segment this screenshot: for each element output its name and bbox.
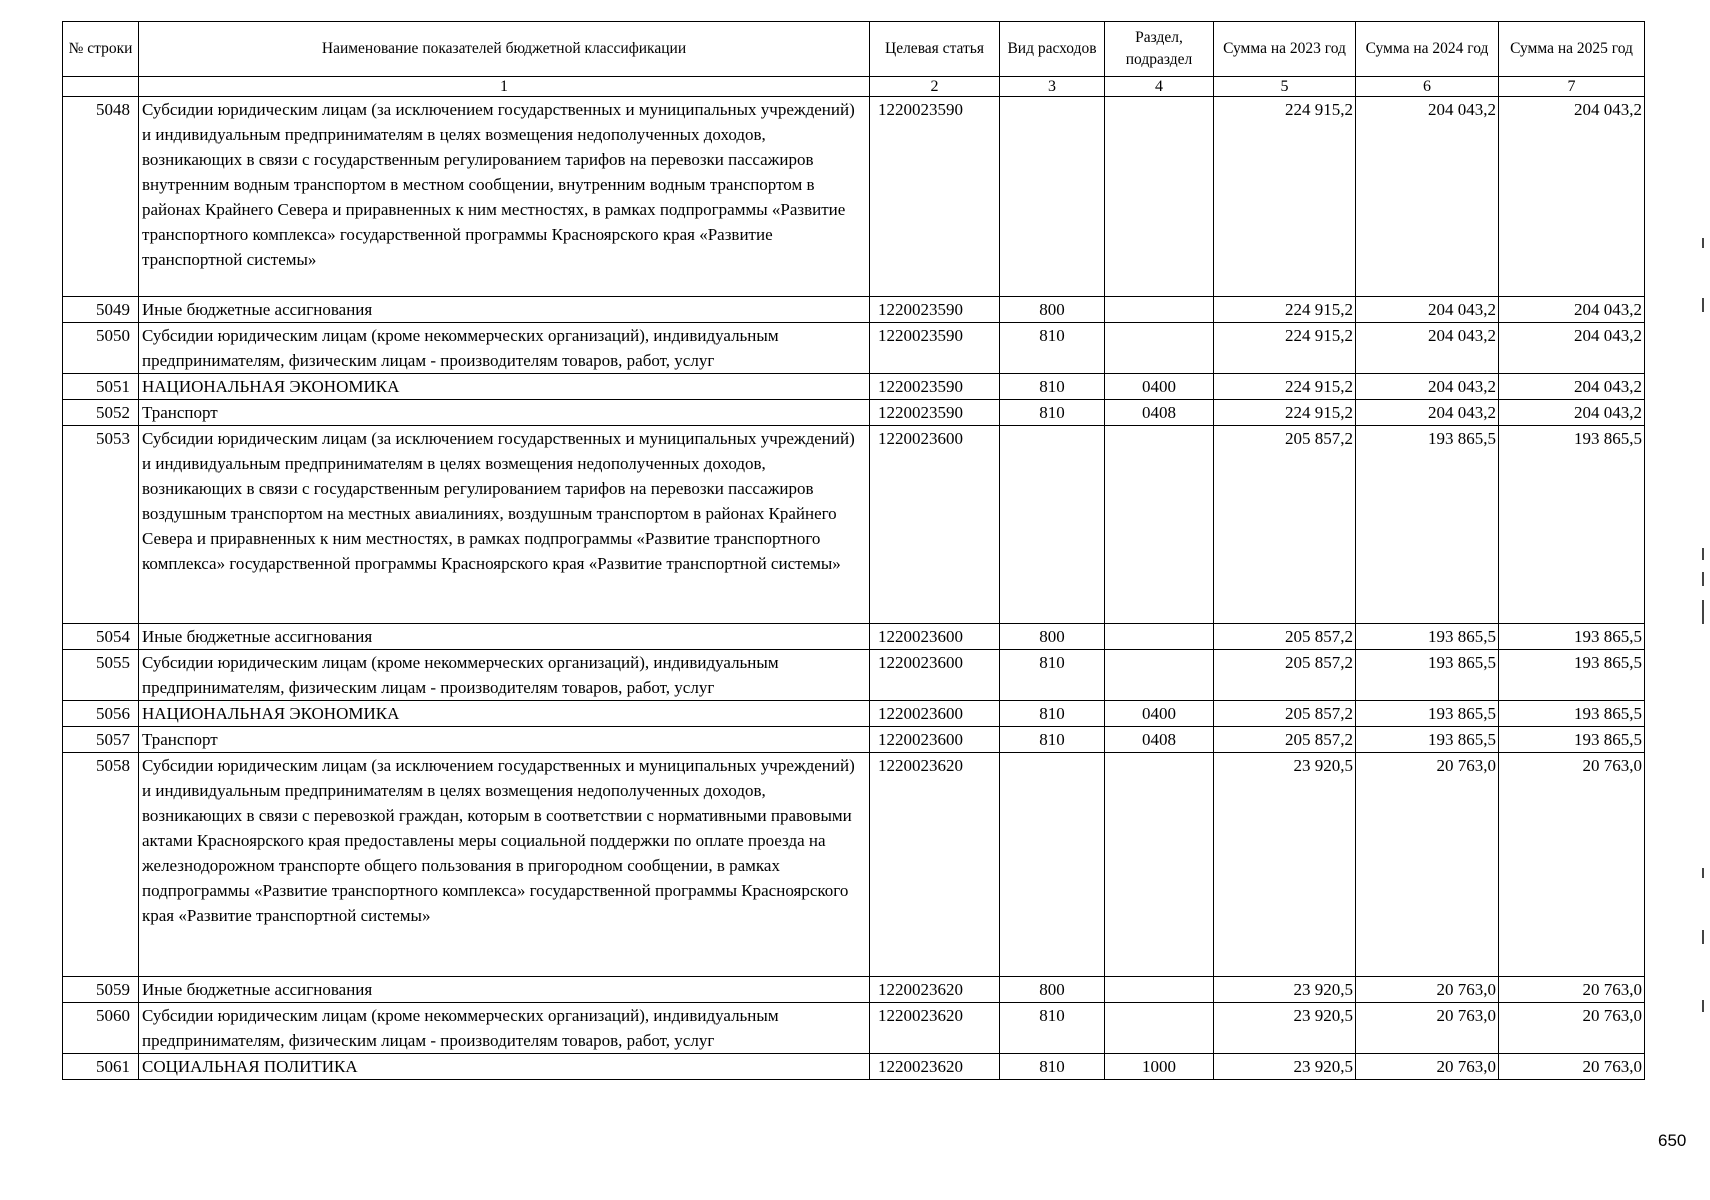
row-kind: 810 — [1000, 727, 1105, 753]
page-number: 650 — [1658, 1131, 1687, 1150]
row-sum-2023: 23 920,5 — [1214, 1003, 1356, 1054]
header-2025: Сумма на 2025 год — [1499, 22, 1645, 77]
table-row — [63, 297, 1645, 323]
row-sum-2023: 23 920,5 — [1214, 753, 1356, 977]
row-sum-2025: 20 763,0 — [1499, 753, 1645, 977]
row-sum-2025: 193 865,5 — [1499, 624, 1645, 650]
row-section — [1105, 650, 1214, 701]
row-name: Транспорт — [139, 400, 870, 426]
row-kind — [1000, 426, 1105, 624]
row-sum-2024: 193 865,5 — [1356, 650, 1499, 701]
row-sum-2023: 224 915,2 — [1214, 400, 1356, 426]
row-sum-2023: 205 857,2 — [1214, 650, 1356, 701]
row-kind: 810 — [1000, 1003, 1105, 1054]
row-name: Субсидии юридическим лицам (за исключением государственных и муниципальных учреждений) и индивидуальным предпринимателям в целях возмещения недополученных доходов, возникающих в связи с государственным регулированием тарифов на перевозки пассажиров внутренним водным транспортом в местном сообщении, внутренним водным транспортом в районах Крайнего Севера и приравненных к ним местностях, в рамках подпрограммы «Развитие транспортного комплекса» государственной программы Красноярского края «Развитие транспортной системы» — [139, 97, 870, 297]
row-target: 1220023590 — [870, 323, 1000, 374]
row-kind: 810 — [1000, 323, 1105, 374]
row-sum-2025: 20 763,0 — [1499, 1054, 1645, 1080]
column-number — [63, 77, 139, 97]
row-target: 1220023620 — [870, 753, 1000, 977]
row-section — [1105, 97, 1214, 297]
row-sum-2023: 205 857,2 — [1214, 701, 1356, 727]
table-row — [63, 624, 1645, 650]
row-section — [1105, 323, 1214, 374]
row-sum-2023: 224 915,2 — [1214, 323, 1356, 374]
row-kind: 810 — [1000, 374, 1105, 400]
table-row — [63, 374, 1645, 400]
row-sum-2024: 193 865,5 — [1356, 624, 1499, 650]
row-number: 5053 — [63, 426, 139, 624]
table-row — [63, 701, 1645, 727]
row-sum-2024: 20 763,0 — [1356, 1054, 1499, 1080]
row-sum-2024: 204 043,2 — [1356, 374, 1499, 400]
row-sum-2025: 204 043,2 — [1499, 323, 1645, 374]
column-number: 7 — [1499, 77, 1645, 97]
row-name: Иные бюджетные ассигнования — [139, 977, 870, 1003]
row-sum-2023: 205 857,2 — [1214, 727, 1356, 753]
row-sum-2023: 23 920,5 — [1214, 977, 1356, 1003]
row-number: 5050 — [63, 323, 139, 374]
row-target: 1220023620 — [870, 1003, 1000, 1054]
row-section: 0408 — [1105, 400, 1214, 426]
row-name: Субсидии юридическим лицам (за исключением государственных и муниципальных учреждений) и индивидуальным предпринимателям в целях возмещения недополученных доходов, возникающих в связи с государственным регулированием тарифов на перевозки пассажиров воздушным транспортом на местных авиалиниях, воздушным транспортом в районах Крайнего Севера и приравненных к ним местностях, в рамках подпрограммы «Развитие транспортного комплекса» государственной программы Красноярского края «Развитие транспортной системы» — [139, 426, 870, 624]
row-sum-2024: 204 043,2 — [1356, 97, 1499, 297]
row-number: 5051 — [63, 374, 139, 400]
column-number: 3 — [1000, 77, 1105, 97]
header-section: Раздел, подраздел — [1105, 22, 1214, 77]
row-name: НАЦИОНАЛЬНАЯ ЭКОНОМИКА — [139, 374, 870, 400]
row-sum-2023: 205 857,2 — [1214, 624, 1356, 650]
row-target: 1220023600 — [870, 650, 1000, 701]
row-section — [1105, 297, 1214, 323]
row-target: 1220023600 — [870, 701, 1000, 727]
row-section: 1000 — [1105, 1054, 1214, 1080]
row-number: 5057 — [63, 727, 139, 753]
row-section: 0408 — [1105, 727, 1214, 753]
row-number: 5049 — [63, 297, 139, 323]
row-name: Субсидии юридическим лицам (за исключением государственных и муниципальных учреждений) и индивидуальным предпринимателям в целях возмещения недополученных доходов, возникающих в связи с перевозкой граждан, которым в соответствии с нормативными правовыми актами Красноярского края предоставлены меры социальной поддержки по оплате проезда на железнодорожном транспорте общего пользования в пригородном сообщении, в рамках подпрограммы «Развитие транспортного комплекса» государственной программы Красноярского края «Развитие транспортной системы» — [139, 753, 870, 977]
row-sum-2024: 204 043,2 — [1356, 400, 1499, 426]
header-target: Целевая статья — [870, 22, 1000, 77]
table-row — [63, 650, 1645, 701]
row-name: СОЦИАЛЬНАЯ ПОЛИТИКА — [139, 1054, 870, 1080]
row-target: 1220023620 — [870, 1054, 1000, 1080]
row-sum-2025: 20 763,0 — [1499, 977, 1645, 1003]
table-row — [63, 323, 1645, 374]
row-target: 1220023590 — [870, 374, 1000, 400]
row-sum-2024: 193 865,5 — [1356, 701, 1499, 727]
row-sum-2025: 204 043,2 — [1499, 374, 1645, 400]
row-kind: 800 — [1000, 297, 1105, 323]
table-row — [63, 97, 1645, 297]
row-section: 0400 — [1105, 701, 1214, 727]
row-target: 1220023590 — [870, 400, 1000, 426]
row-name: Субсидии юридическим лицам (кроме некоммерческих организаций), индивидуальным предпринимателям, физическим лицам - производителям товаров, работ, услуг — [139, 650, 870, 701]
row-number: 5055 — [63, 650, 139, 701]
table-row — [63, 727, 1645, 753]
table-row — [63, 977, 1645, 1003]
row-sum-2025: 204 043,2 — [1499, 97, 1645, 297]
row-sum-2024: 20 763,0 — [1356, 977, 1499, 1003]
row-number: 5048 — [63, 97, 139, 297]
row-sum-2025: 193 865,5 — [1499, 727, 1645, 753]
table-row — [63, 1054, 1645, 1080]
row-kind: 810 — [1000, 701, 1105, 727]
row-sum-2025: 20 763,0 — [1499, 1003, 1645, 1054]
column-number: 1 — [139, 77, 870, 97]
row-number: 5060 — [63, 1003, 139, 1054]
row-number: 5054 — [63, 624, 139, 650]
row-number: 5059 — [63, 977, 139, 1003]
table-row — [63, 1003, 1645, 1054]
row-number: 5058 — [63, 753, 139, 977]
header-row — [63, 22, 1645, 77]
column-number: 6 — [1356, 77, 1499, 97]
row-sum-2023: 224 915,2 — [1214, 97, 1356, 297]
row-target: 1220023600 — [870, 624, 1000, 650]
row-kind: 800 — [1000, 624, 1105, 650]
row-section — [1105, 624, 1214, 650]
row-kind: 810 — [1000, 400, 1105, 426]
row-target: 1220023590 — [870, 97, 1000, 297]
row-name: Транспорт — [139, 727, 870, 753]
header-kind: Вид расходов — [1000, 22, 1105, 77]
row-sum-2025: 193 865,5 — [1499, 426, 1645, 624]
row-name: Иные бюджетные ассигнования — [139, 624, 870, 650]
row-sum-2024: 193 865,5 — [1356, 426, 1499, 624]
scan-edge-marks — [1702, 0, 1706, 1200]
row-kind: 800 — [1000, 977, 1105, 1003]
row-sum-2025: 193 865,5 — [1499, 650, 1645, 701]
header-row-no: № строки — [63, 22, 139, 77]
row-section — [1105, 753, 1214, 977]
row-kind: 810 — [1000, 650, 1105, 701]
row-kind — [1000, 753, 1105, 977]
row-target: 1220023590 — [870, 297, 1000, 323]
row-sum-2024: 193 865,5 — [1356, 727, 1499, 753]
column-number-row — [63, 77, 1645, 97]
row-section: 0400 — [1105, 374, 1214, 400]
row-number: 5061 — [63, 1054, 139, 1080]
row-target: 1220023620 — [870, 977, 1000, 1003]
row-number: 5056 — [63, 701, 139, 727]
table-row — [63, 400, 1645, 426]
row-sum-2023: 23 920,5 — [1214, 1054, 1356, 1080]
table-row — [63, 426, 1645, 624]
column-number: 4 — [1105, 77, 1214, 97]
column-number: 2 — [870, 77, 1000, 97]
column-number: 5 — [1214, 77, 1356, 97]
budget-table — [62, 21, 1645, 1080]
row-section — [1105, 426, 1214, 624]
row-name: Субсидии юридическим лицам (кроме некоммерческих организаций), индивидуальным предпринимателям, физическим лицам - производителям товаров, работ, услуг — [139, 323, 870, 374]
header-2024: Сумма на 2024 год — [1356, 22, 1499, 77]
header-2023: Сумма на 2023 год — [1214, 22, 1356, 77]
row-kind — [1000, 97, 1105, 297]
row-target: 1220023600 — [870, 727, 1000, 753]
row-sum-2025: 193 865,5 — [1499, 701, 1645, 727]
row-name: Иные бюджетные ассигнования — [139, 297, 870, 323]
row-target: 1220023600 — [870, 426, 1000, 624]
row-section — [1105, 977, 1214, 1003]
row-sum-2024: 204 043,2 — [1356, 297, 1499, 323]
row-sum-2025: 204 043,2 — [1499, 297, 1645, 323]
row-sum-2023: 224 915,2 — [1214, 374, 1356, 400]
budget-table-sheet — [62, 21, 1645, 1080]
row-kind: 810 — [1000, 1054, 1105, 1080]
row-sum-2024: 20 763,0 — [1356, 1003, 1499, 1054]
row-name: НАЦИОНАЛЬНАЯ ЭКОНОМИКА — [139, 701, 870, 727]
row-sum-2024: 20 763,0 — [1356, 753, 1499, 977]
row-sum-2023: 205 857,2 — [1214, 426, 1356, 624]
row-sum-2023: 224 915,2 — [1214, 297, 1356, 323]
row-sum-2024: 204 043,2 — [1356, 323, 1499, 374]
header-name: Наименование показателей бюджетной классификации — [139, 22, 870, 77]
row-number: 5052 — [63, 400, 139, 426]
table-row — [63, 753, 1645, 977]
row-section — [1105, 1003, 1214, 1054]
row-sum-2025: 204 043,2 — [1499, 400, 1645, 426]
row-name: Субсидии юридическим лицам (кроме некоммерческих организаций), индивидуальным предпринимателям, физическим лицам - производителям товаров, работ, услуг — [139, 1003, 870, 1054]
